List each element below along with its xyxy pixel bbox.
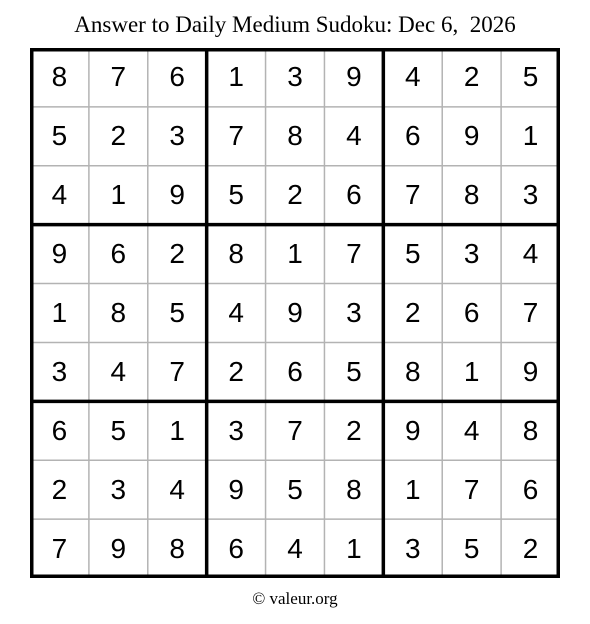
sudoku-cell-r4c6[interactable]: 7: [346, 238, 362, 270]
sudoku-cell-r1c8[interactable]: 2: [463, 61, 480, 93]
sudoku-cell-r7c6[interactable]: 2: [346, 414, 362, 446]
sudoku-cell-r6c9[interactable]: 9: [522, 355, 539, 387]
sudoku-cell-r1c2[interactable]: 7: [110, 61, 127, 93]
sudoku-cell-r3c2[interactable]: 1: [110, 179, 127, 211]
sudoku-cell-r8c6[interactable]: 8: [346, 473, 362, 505]
sudoku-cell-r9c9[interactable]: 2: [522, 532, 539, 564]
sudoku-cell-r2c8[interactable]: 9: [463, 120, 480, 152]
sudoku-cell-r3c3[interactable]: 9: [169, 179, 185, 211]
sudoku-cell-r7c9[interactable]: 8: [522, 414, 539, 446]
sudoku-board: [30, 48, 560, 578]
sudoku-cell-r4c7[interactable]: 5: [404, 238, 421, 270]
sudoku-cell-r9c5[interactable]: 4: [287, 532, 303, 564]
sudoku-cell-r1c9[interactable]: 5: [522, 61, 539, 93]
sudoku-cell-r5c8[interactable]: 6: [463, 296, 480, 328]
sudoku-cell-r6c3[interactable]: 7: [169, 355, 185, 387]
sudoku-cell-r8c5[interactable]: 5: [287, 473, 303, 505]
sudoku-cell-r5c1[interactable]: 1: [51, 296, 68, 328]
sudoku-cell-r7c7[interactable]: 9: [404, 414, 421, 446]
sudoku-cell-r4c5[interactable]: 1: [287, 238, 303, 270]
sudoku-cell-r4c2[interactable]: 6: [110, 238, 127, 270]
sudoku-cell-r8c2[interactable]: 3: [110, 473, 127, 505]
sudoku-cell-r6c8[interactable]: 1: [463, 355, 480, 387]
sudoku-cell-r6c6[interactable]: 5: [346, 355, 362, 387]
sudoku-cell-r2c6[interactable]: 4: [346, 120, 362, 152]
sudoku-cell-r9c3[interactable]: 8: [169, 532, 185, 564]
sudoku-cell-r5c4[interactable]: 4: [228, 296, 244, 328]
sudoku-cell-r4c8[interactable]: 3: [463, 238, 480, 270]
sudoku-cell-r8c4[interactable]: 9: [228, 473, 244, 505]
sudoku-cell-r6c4[interactable]: 2: [228, 355, 244, 387]
sudoku-cell-r4c9[interactable]: 4: [522, 238, 539, 270]
sudoku-cell-r6c2[interactable]: 4: [110, 355, 127, 387]
sudoku-cell-r3c1[interactable]: 4: [51, 179, 68, 211]
sudoku-cell-r1c6[interactable]: 9: [346, 61, 362, 93]
sudoku-cell-r7c3[interactable]: 1: [169, 414, 185, 446]
sudoku-cell-r9c8[interactable]: 5: [463, 532, 480, 564]
sudoku-cell-r1c5[interactable]: 3: [287, 61, 303, 93]
sudoku-cell-r9c1[interactable]: 7: [51, 532, 68, 564]
sudoku-cell-r3c4[interactable]: 5: [228, 179, 244, 211]
sudoku-cell-r2c7[interactable]: 6: [404, 120, 421, 152]
sudoku-cell-r9c6[interactable]: 1: [346, 532, 362, 564]
sudoku-cell-r3c7[interactable]: 7: [404, 179, 421, 211]
sudoku-cell-r8c3[interactable]: 4: [169, 473, 185, 505]
sudoku-cell-r1c1[interactable]: 8: [51, 61, 68, 93]
sudoku-cell-r7c5[interactable]: 7: [287, 414, 303, 446]
sudoku-cell-r3c8[interactable]: 8: [463, 179, 480, 211]
sudoku-cell-r5c7[interactable]: 2: [404, 296, 421, 328]
sudoku-cell-r8c8[interactable]: 7: [463, 473, 480, 505]
sudoku-cell-r3c9[interactable]: 3: [522, 179, 539, 211]
sudoku-cell-r2c3[interactable]: 3: [169, 120, 185, 152]
sudoku-cell-r9c2[interactable]: 9: [110, 532, 127, 564]
sudoku-cell-r2c2[interactable]: 2: [110, 120, 127, 152]
sudoku-cell-r7c2[interactable]: 5: [110, 414, 127, 446]
sudoku-cell-r3c6[interactable]: 6: [346, 179, 362, 211]
sudoku-cell-r1c3[interactable]: 6: [169, 61, 185, 93]
page-title: Answer to Daily Medium Sudoku: Dec 6, 2026: [74, 12, 516, 37]
sudoku-cell-r1c7[interactable]: 4: [404, 61, 421, 93]
sudoku-cell-r9c7[interactable]: 3: [404, 532, 421, 564]
sudoku-cell-r8c9[interactable]: 6: [522, 473, 539, 505]
sudoku-cell-r5c6[interactable]: 3: [346, 296, 362, 328]
sudoku-cell-r5c3[interactable]: 5: [169, 296, 185, 328]
sudoku-cell-r4c1[interactable]: 9: [51, 238, 68, 270]
sudoku-cell-r8c1[interactable]: 2: [51, 473, 68, 505]
sudoku-cell-r4c4[interactable]: 8: [228, 238, 244, 270]
sudoku-cell-r6c1[interactable]: 3: [51, 355, 68, 387]
sudoku-cell-r5c9[interactable]: 7: [522, 296, 539, 328]
sudoku-cell-r5c5[interactable]: 9: [287, 296, 303, 328]
sudoku-cell-r1c4[interactable]: 1: [228, 61, 244, 93]
sudoku-cell-r2c9[interactable]: 1: [522, 120, 539, 152]
sudoku-cell-r4c3[interactable]: 2: [169, 238, 185, 270]
sudoku-cell-r2c5[interactable]: 8: [287, 120, 303, 152]
sudoku-cell-r7c4[interactable]: 3: [228, 414, 244, 446]
sudoku-cell-r8c7[interactable]: 1: [404, 473, 421, 505]
sudoku-cell-r7c8[interactable]: 4: [463, 414, 480, 446]
sudoku-cell-r7c1[interactable]: 6: [51, 414, 68, 446]
sudoku-cell-r9c4[interactable]: 6: [228, 532, 244, 564]
sudoku-cell-r6c7[interactable]: 8: [404, 355, 421, 387]
sudoku-cell-r5c2[interactable]: 8: [110, 296, 127, 328]
sudoku-cell-r2c4[interactable]: 7: [228, 120, 244, 152]
sudoku-cell-r2c1[interactable]: 5: [51, 120, 68, 152]
copyright-footer: © valeur.org: [252, 589, 338, 608]
sudoku-cell-r6c5[interactable]: 6: [287, 355, 303, 387]
sudoku-cell-r3c5[interactable]: 2: [287, 179, 303, 211]
